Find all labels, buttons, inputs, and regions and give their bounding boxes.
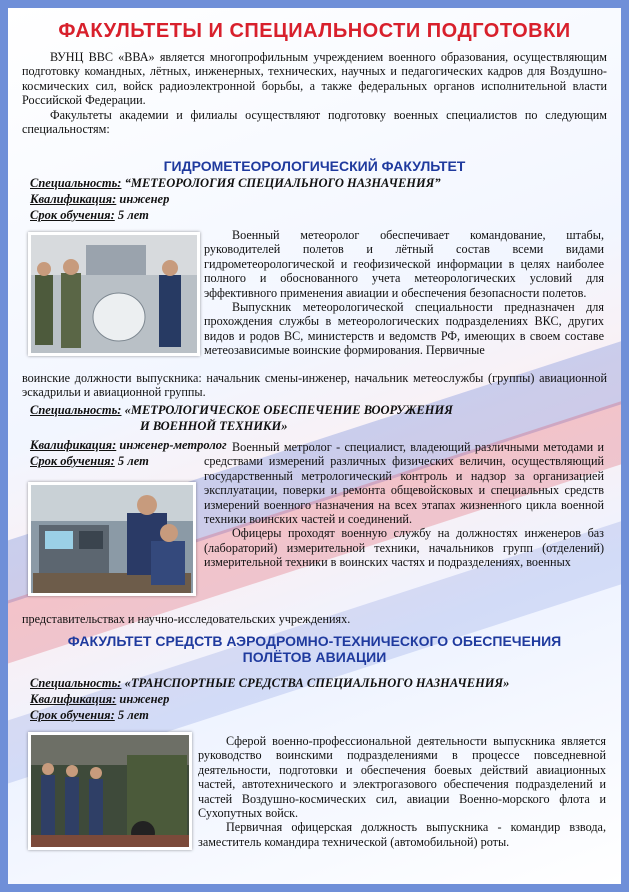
spec-2-desc (204, 440, 604, 570)
spec-2-paragraph-2-cont: представительствах и научно-исследовательских учреждениях. (22, 612, 351, 626)
spec-2-desc-cont (22, 612, 607, 626)
term-label: Срок обучения: (30, 454, 115, 468)
spec-1-desc-cont (22, 371, 607, 400)
qual-value: инженер (119, 692, 170, 706)
spec-1-meta (30, 175, 441, 223)
spec-3-paragraph-1: Сферой военно-профессиональной деятельности выпускника является руководство воинскими подразделениями в процессе повседневной деятельности, подготовки и обеспечения боевых действий авиационных частей, автотехнического и электрогазового обеспечения подразделений и частей Воздушно-космических сил, авиации Военно-морского флота и Сухопутных войск. (198, 734, 606, 821)
photo-meteorology-image (31, 235, 197, 353)
spec-2-paragraph-1: Военный метролог - специалист, владеющий различными методами и средствами измерений различных физических величин, осуществляющий государственный метрологический контроль и надзор за организацией эксплуатации, поверки и ремонта общевойсковых и специальных средств измерений военного назначения на всех этапах жизненного цикла военной техники воинских частей и соединений. (204, 440, 604, 527)
intro-paragraph-2: Факультеты академии и филиалы осуществляют подготовку военных специалистов по следующим специальностям: (22, 107, 607, 137)
intro-paragraph-1: ВУНЦ ВВС «ВВА» является многопрофильным учреждением военного образования, осуществляющим подготовку командных, лётных, инженерных, технических, научных и педагогических кадров для Воздушно-космических сил, войск радиоэлектронной борьбы, а также федеральных органов исполнительной власти Российской Федерации. (22, 50, 607, 108)
qual-label: Квалификация: (30, 692, 117, 706)
term-value: 5 лет (117, 708, 149, 722)
photo-metrology (28, 482, 196, 596)
qual-value: инженер-метролог (119, 438, 227, 452)
spec-label: Специальность: (30, 403, 122, 417)
spec-value-cont: И ВОЕННОЙ ТЕХНИКИ» (140, 419, 288, 433)
spec-3-desc (198, 734, 606, 849)
faculty-2-title-line-1: ФАКУЛЬТЕТ СРЕДСТВ АЭРОДРОМНО-ТЕХНИЧЕСКОГО ОБЕСПЕЧЕНИЯ (67, 633, 562, 649)
spec-1-paragraph-2: Выпускник метеорологической специальности предназначен для прохождения службы в метеорологических подразделениях ВКС, других видов и родов ВС, министерств и ведомств РФ, имеющих в своем составе метеозависимые воинские формирования. Первичные (204, 300, 604, 358)
faculty-1-title: ГИДРОМЕТЕОРОЛОГИЧЕСКИЙ ФАКУЛЬТЕТ (163, 158, 466, 174)
photo-metrology-image (31, 485, 193, 593)
spec-value: «ТРАНСПОРТНЫЕ СРЕДСТВА СПЕЦИАЛЬНОГО НАЗНАЧЕНИЯ» (124, 676, 510, 690)
photo-meteorology (28, 232, 200, 356)
faculty-2-title-line-2: ПОЛЁТОВ АВИАЦИИ (242, 649, 387, 665)
term-value: 5 лет (117, 208, 149, 222)
term-label: Срок обучения: (30, 708, 115, 722)
spec-3-paragraph-2: Первичная офицерская должность выпускника - командир взвода, заместитель командира технической (автомобильной) роты. (198, 820, 606, 849)
intro (22, 50, 607, 136)
spec-1-desc (204, 228, 604, 358)
spec-value: «МЕТРОЛОГИЧЕСКОЕ ОБЕСПЕЧЕНИЕ ВООРУЖЕНИЯ (124, 403, 453, 417)
spec-label: Специальность: (30, 176, 122, 190)
qual-label: Квалификация: (30, 438, 117, 452)
spec-value: “МЕТЕОРОЛОГИЯ СПЕЦИАЛЬНОГО НАЗНАЧЕНИЯ” (124, 176, 441, 190)
qual-label: Квалификация: (30, 192, 117, 206)
poster (8, 8, 621, 884)
photo-transport-image (31, 735, 189, 847)
spec-3-meta (30, 675, 509, 723)
term-label: Срок обучения: (30, 208, 115, 222)
qual-value: инженер (119, 192, 170, 206)
term-value: 5 лет (117, 454, 149, 468)
poster-title: ФАКУЛЬТЕТЫ И СПЕЦИАЛЬНОСТИ ПОДГОТОВКИ (58, 20, 571, 42)
spec-1-paragraph-2-cont: воинские должности выпускника: начальник смены-инженер, начальник метеослужбы (группы) авиационной эскадрильи и авиационной группы. (22, 371, 607, 400)
photo-transport (28, 732, 192, 850)
spec-2-paragraph-2: Офицеры проходят военную службу на должностях инженеров баз (лабораторий) измерительной техники, начальников групп (отделений) измерительной техники в воинских частях и подразделениях, военных (204, 526, 604, 570)
spec-1-paragraph-1: Военный метеоролог обеспечивает командование, штабы, руководителей полетов и лётный состав всеми видами гидрометеорологической и геофизической информации в целях наиболее полного и обоснованного учета метеорологических условий для эффективного применения авиации и обеспечения безопасности полетов. (204, 228, 604, 300)
faculty-2-title (8, 633, 621, 665)
spec-label: Специальность: (30, 676, 122, 690)
